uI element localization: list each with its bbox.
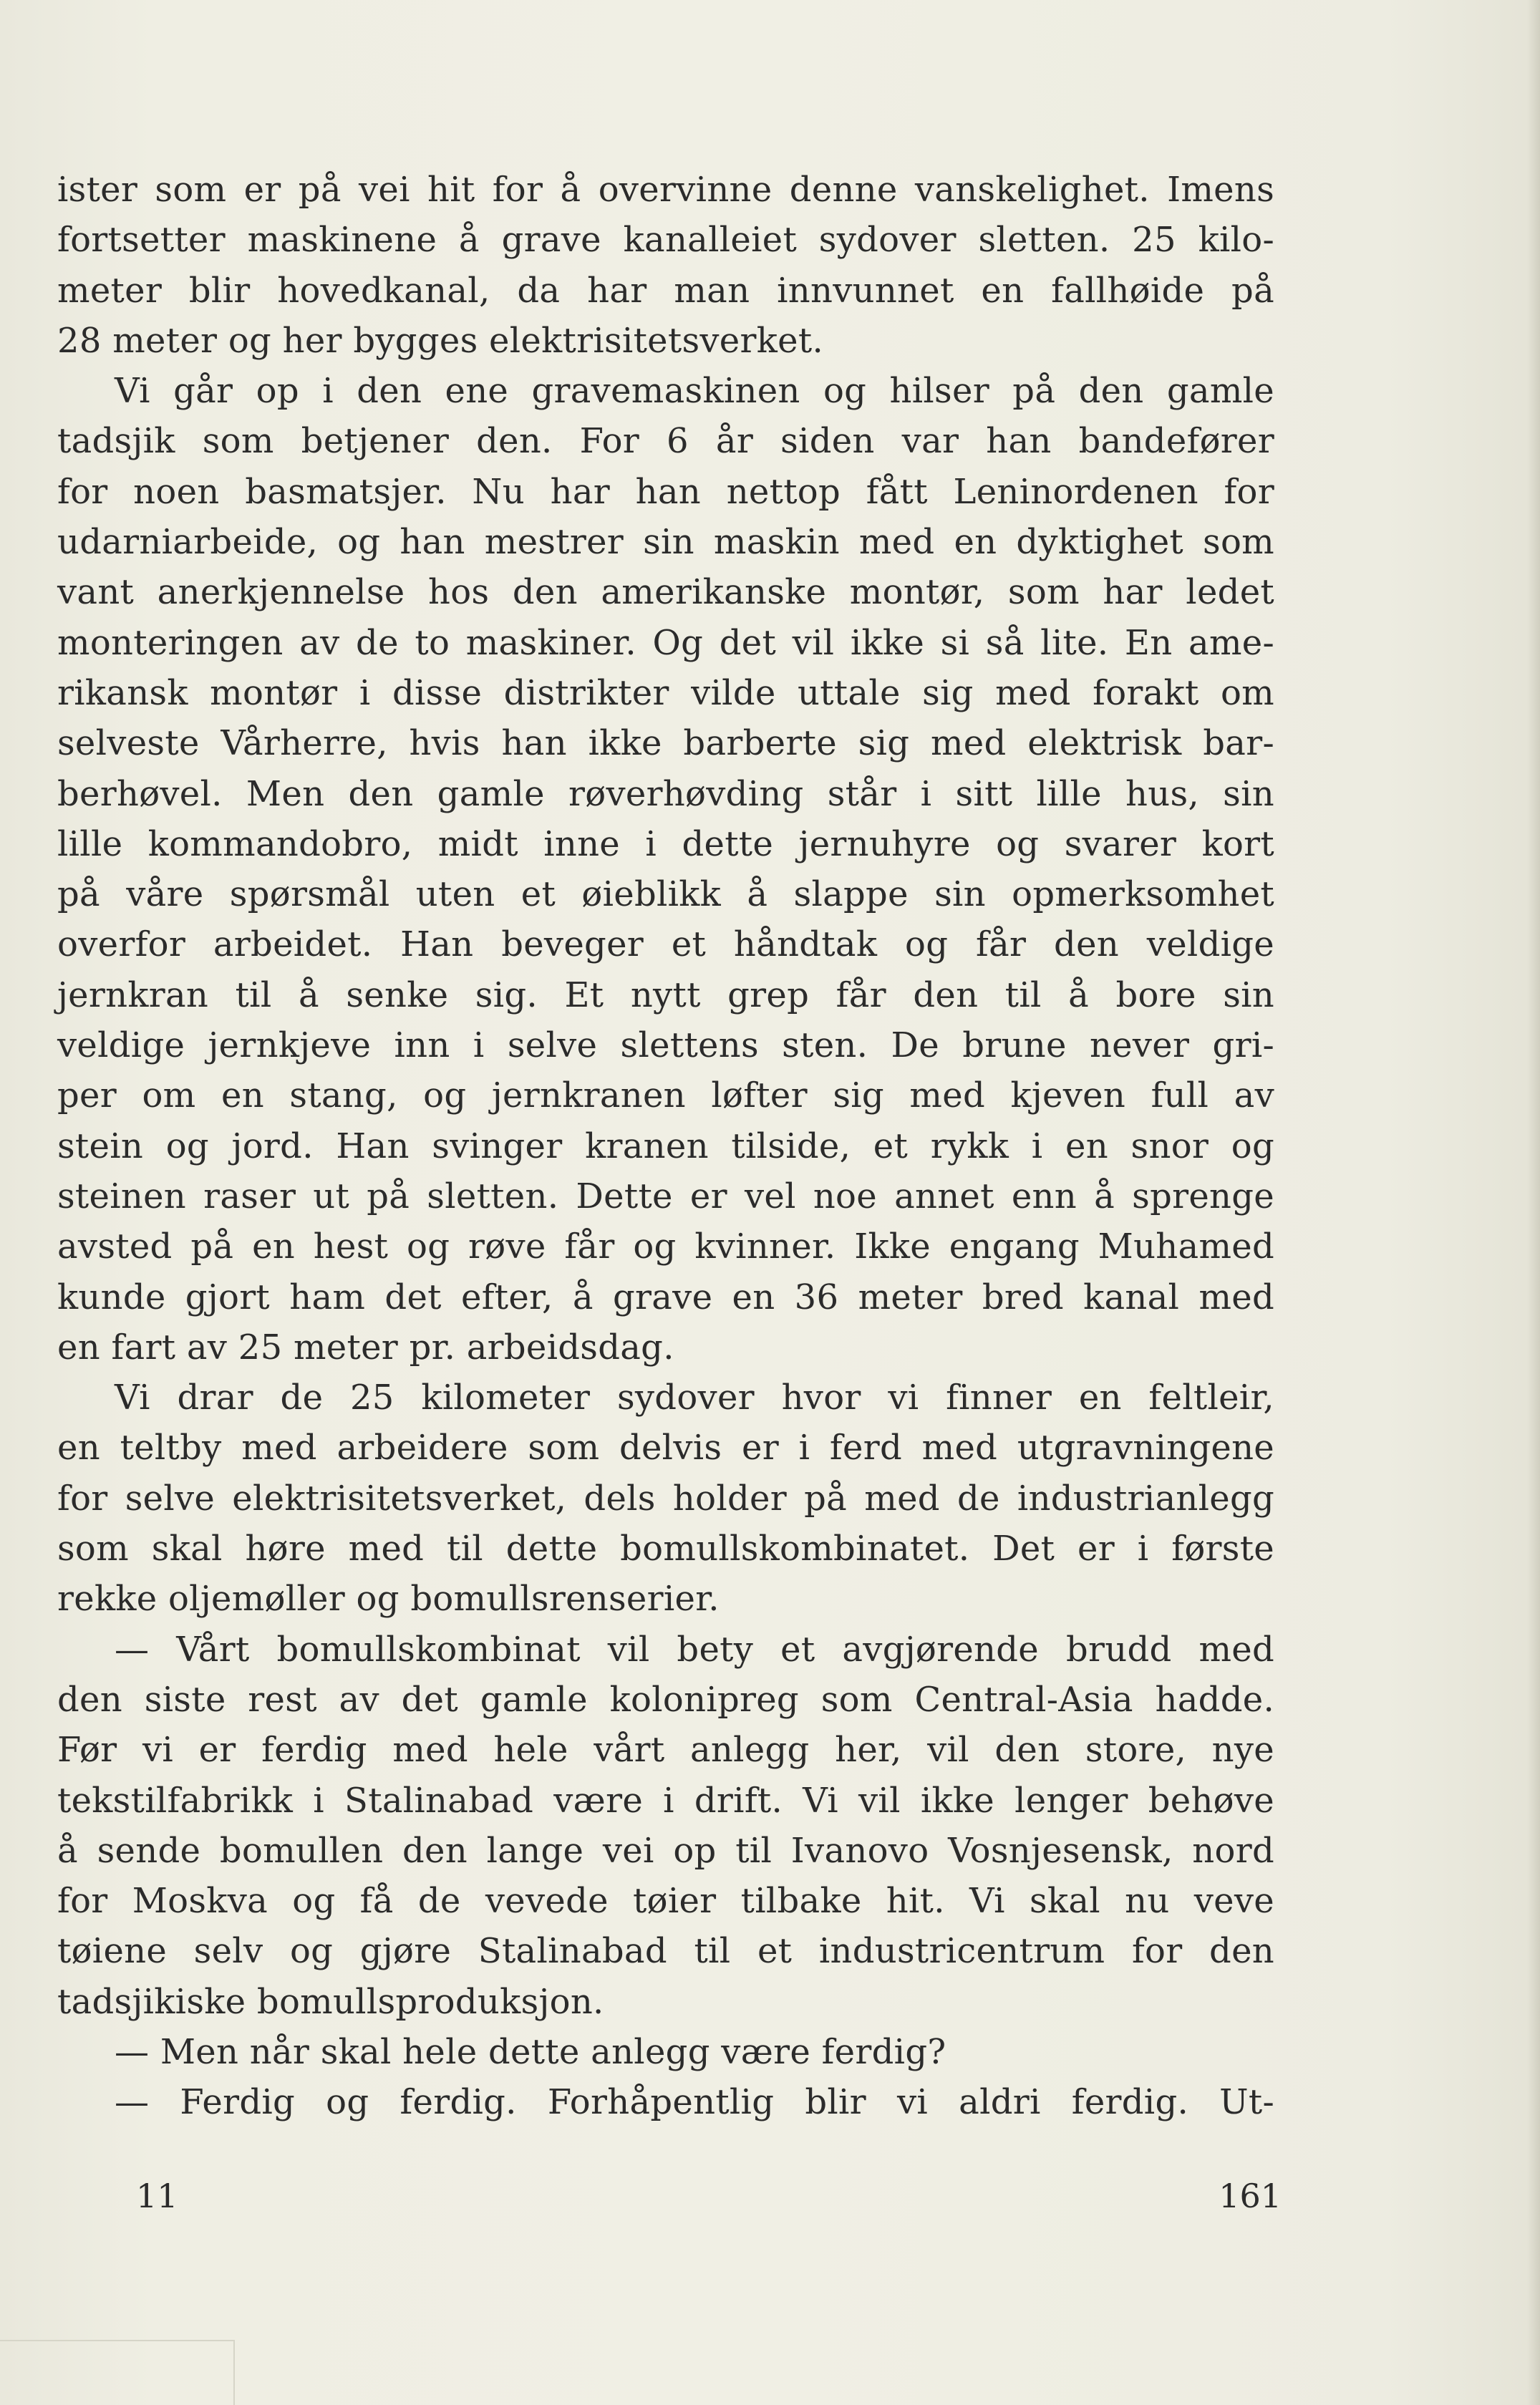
text-line: steinen raser ut på sletten. Dette er vel noe annet enn å sprenge: [57, 1176, 1274, 1216]
text-line: Vi drar de 25 kilometer sydover hvor vi finner en feltleir,: [115, 1378, 1274, 1418]
text-line: selveste Vårherre, hvis han ikke barberte sig med elektrisk bar-: [57, 723, 1274, 764]
text-line: lille kommandobro, midt inne i dette jernuhyre og svarer kort: [57, 823, 1274, 864]
text-line: tadsjikiske bomullsproduksjon.: [57, 1981, 604, 2022]
text-line: for noen basmatsjer. Nu har han nettop fått Leninordenen for: [57, 471, 1274, 512]
text-line: avsted på en hest og røve får og kvinner. Ikke engang Muhamed: [57, 1226, 1274, 1267]
text-line: for selve elektrisitetsverket, dels holder på med de industrianlegg: [57, 1478, 1274, 1519]
signature-mark: 11: [136, 2177, 178, 2215]
page-edge-shadow: [1527, 0, 1540, 2405]
text-line: rikansk montør i disse distrikter vilde uttale sig med forakt om: [57, 672, 1274, 713]
text-line: veldige jernkjeve inn i selve slettens sten. De brune never gri-: [57, 1025, 1274, 1066]
text-line: fortsetter maskinene å grave kanalleiet sydover sletten. 25 kilo-: [57, 220, 1274, 261]
text-line: 28 meter og her bygges elektrisitetsverket.: [57, 320, 824, 361]
text-line: — Men når skal hele dette anlegg være ferdig?: [115, 2031, 946, 2072]
text-line: på våre spørsmål uten et øieblikk å slappe sin opmerksomhet: [57, 874, 1274, 915]
text-line: den siste rest av det gamle kolonipreg som Central-Asia hadde.: [57, 1679, 1274, 1720]
text-line: ister som er på vei hit for å overvinne denne vanskelighet. Imens: [57, 170, 1274, 210]
text-line: en fart av 25 meter pr. arbeidsdag.: [57, 1327, 674, 1368]
text-line: monteringen av de to maskiner. Og det vil ikke si så lite. En ame-: [57, 622, 1274, 663]
text-line: — Vårt bomullskombinat vil bety et avgjørende brudd med: [115, 1629, 1274, 1670]
text-line: en teltby med arbeidere som delvis er i ferd med utgravningene: [57, 1428, 1274, 1468]
text-line: per om en stang, og jernkranen løfter sig med kjeven full av: [57, 1075, 1274, 1116]
text-line: overfor arbeidet. Han beveger et håndtak og får den veldige: [57, 924, 1274, 965]
text-line: rekke oljemøller og bomullsrenserier.: [57, 1579, 720, 1620]
text-line: tøiene selv og gjøre Stalinabad til et industricentrum for den: [57, 1931, 1274, 1972]
text-line: for Moskva og få de vevede tøier tilbake hit. Vi skal nu veve: [57, 1881, 1274, 1922]
scan-corner-mark: [0, 2340, 235, 2405]
text-line: tekstilfabrikk i Stalinabad være i drift. Vi vil ikke lenger behøve: [57, 1780, 1274, 1821]
text-line: berhøvel. Men den gamle røverhøvding står i sitt lille hus, sin: [57, 773, 1274, 814]
text-line: Vi går op i den ene gravemaskinen og hilser på den gamle: [115, 371, 1274, 412]
text-line: kunde gjort ham det efter, å grave en 36 meter bred kanal med: [57, 1277, 1274, 1317]
text-line: jernkran til å senke sig. Et nytt grep får den til å bore sin: [57, 974, 1274, 1015]
page-footer: [136, 2177, 1282, 2227]
text-line: som skal høre med til dette bomullskombinatet. Det er i første: [57, 1529, 1274, 1569]
text-line: å sende bomullen den lange vei op til Ivanovo Vosnjesensk, nord: [57, 1830, 1274, 1871]
text-line: meter blir hovedkanal, da har man innvunnet en fallhøide på: [57, 270, 1274, 311]
text-line: stein og jord. Han svinger kranen tilside, et rykk i en snor og: [57, 1126, 1274, 1166]
text-line: Før vi er ferdig med hele vårt anlegg her, vil den store, nye: [57, 1730, 1274, 1771]
text-line: tadsjik som betjener den. For 6 år siden var han bandefører: [57, 421, 1274, 462]
text-line: vant anerkjennelse hos den amerikanske montør, som har ledet: [57, 572, 1274, 613]
page-number: 161: [1219, 2177, 1282, 2215]
text-line: — Ferdig og ferdig. Forhåpentlig blir vi aldri ferdig. Ut-: [115, 2082, 1274, 2123]
text-line: udarniarbeide, og han mestrer sin maskin med en dyktighet som: [57, 522, 1274, 563]
body-text: [57, 165, 1274, 2128]
